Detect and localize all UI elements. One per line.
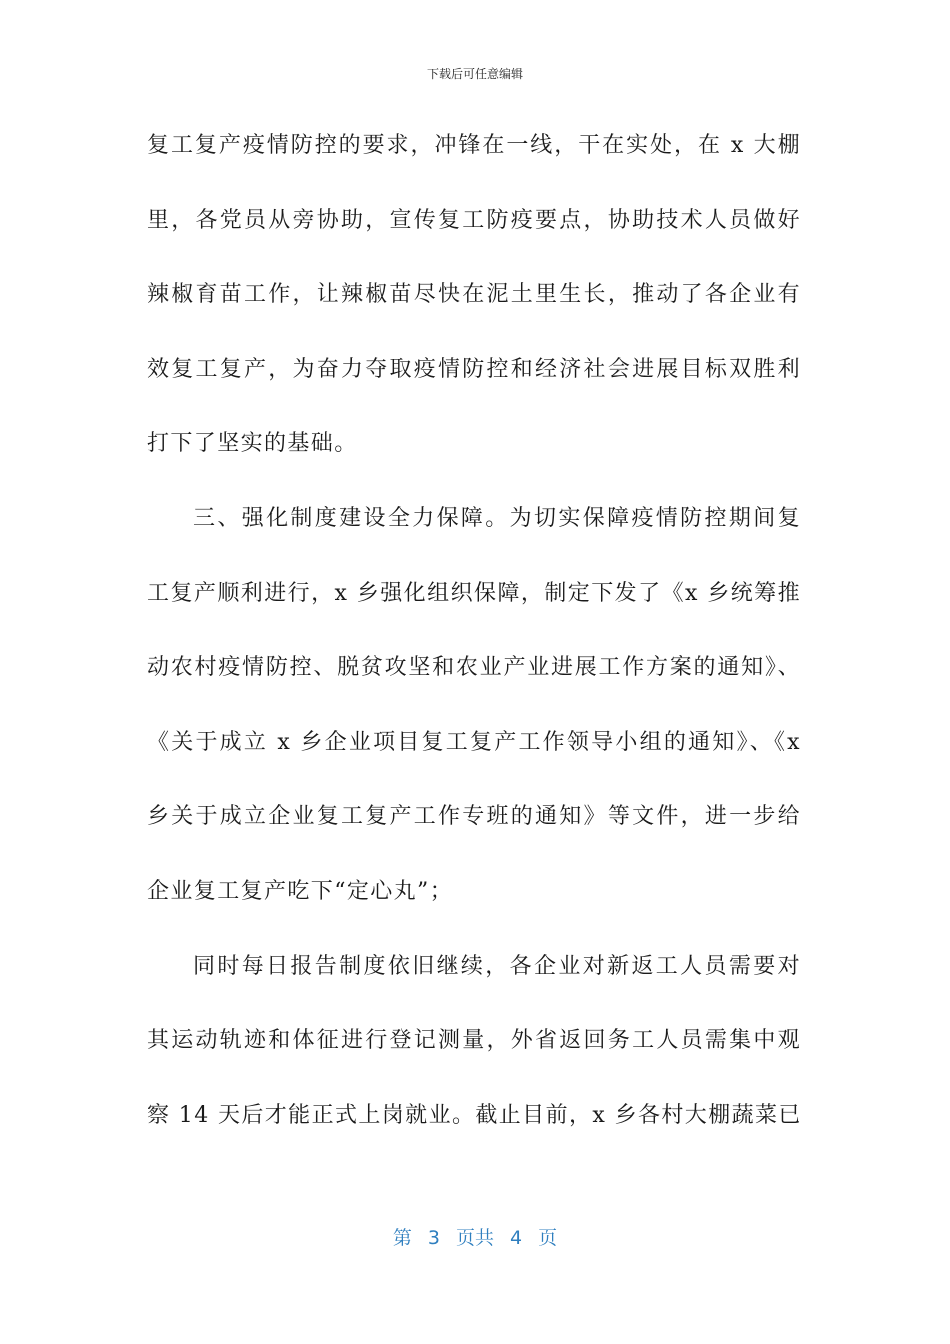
- paragraph-line: 其运动轨迹和体征进行登记测量，外省返回务工人员需集中观: [147, 1028, 801, 1054]
- section-heading-line: 三、强化制度建设全力保障。为切实保障疫情防控期间复: [193, 505, 801, 531]
- page-header: 下载后可任意编辑: [426, 67, 523, 81]
- paragraph-line: 打下了坚实的基础。: [147, 431, 358, 457]
- paragraph-line: 里，各党员从旁协助，宣传复工防疫要点，协助技术人员做好: [147, 207, 801, 233]
- paragraph-line: 效复工复产，为奋力夺取疫情防控和经济社会进展目标双胜利: [147, 356, 801, 382]
- paragraph-line: 察 14 天后才能正式上岗就业。截止目前，x 乡各村大棚蔬菜已: [147, 1102, 802, 1128]
- paragraph-line: 动农村疫情防控、脱贫攻坚和农业产业进展工作方案的通知》、: [147, 655, 801, 681]
- paragraph-line: 同时每日报告制度依旧继续，各企业对新返工人员需要对: [193, 953, 801, 979]
- paragraph-line: 复工复产疫情防控的要求，冲锋在一线，干在实处，在 x 大棚: [147, 133, 801, 158]
- paragraph-line: 乡关于成立企业复工复产工作专班的通知》等文件，进一步给: [147, 804, 801, 830]
- document-body: [147, 121, 801, 1165]
- paragraph-line: 工复产顺利进行，x 乡强化组织保障，制定下发了《x 乡统筹推: [147, 580, 801, 606]
- page-number-footer: 第 3 页共 4 页: [392, 1227, 558, 1249]
- paragraph-line: 企业复工复产吃下“定心丸”；: [147, 878, 454, 904]
- paragraph-line: 辣椒育苗工作，让辣椒苗尽快在泥土里生长，推动了各企业有: [147, 282, 801, 308]
- paragraph-line: 《关于成立 x 乡企业项目复工复产工作领导小组的通知》、《x: [147, 729, 801, 755]
